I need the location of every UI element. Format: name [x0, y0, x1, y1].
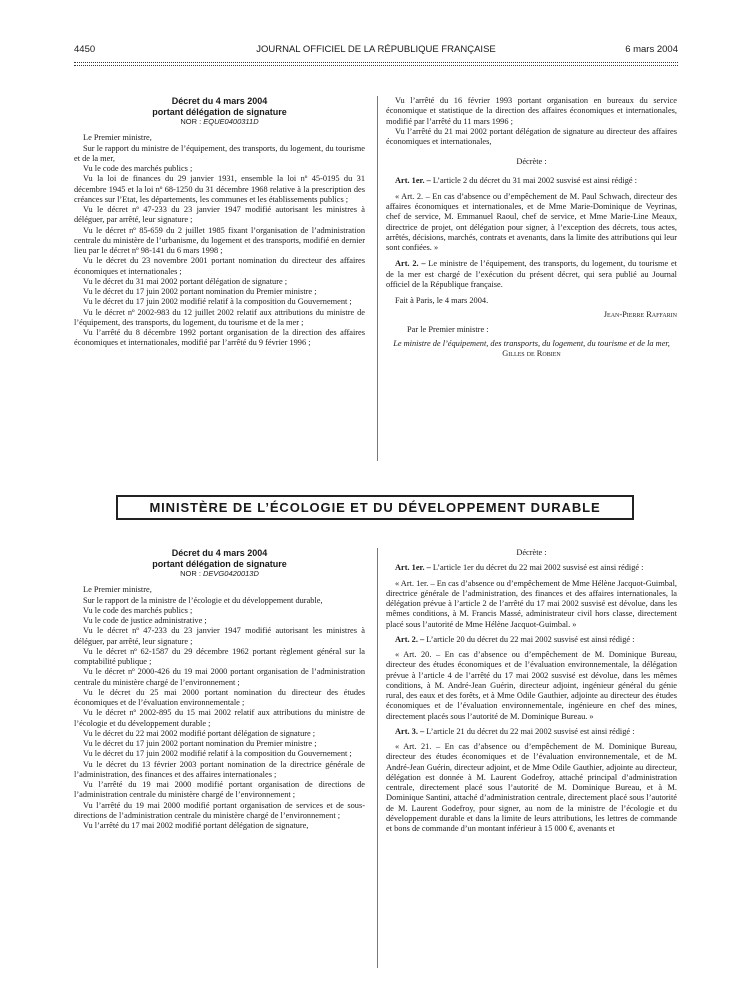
decree2-para: Vu le décret du 17 juin 2002 portant nomination du Premier ministre ;	[83, 739, 317, 748]
decree2-nor-label: NOR :	[180, 569, 204, 578]
decree2-nor	[74, 569, 365, 579]
decree2-para: Vu le décret nº 2002-895 du 15 mai 2002 relatif aux attributions du ministre de l’écologie et du développement durable ;	[74, 708, 365, 728]
decree2-para: Sur le rapport de la ministre de l’écologie et du développement durable,	[83, 595, 323, 605]
decree2-para: Vu l’arrêté du 19 mai 2000 modifié portant organisation de services et de sous-directions de l’administration centrale du ministère chargé de l’environnement ;	[74, 800, 365, 820]
journal-title: JOURNAL OFFICIEL DE LA RÉPUBLIQUE FRANÇAISE	[256, 44, 496, 55]
decree2-para: Vu le décret nº 47-233 du 23 janvier 1947 modifié autorisant les ministres à déléguer, par arrêté, leur signature ;	[74, 626, 365, 646]
decree2-art3-quote: « Art. 21. – En cas d’absence ou d’empêchement de M. Dominique Bureau, directeur des études économiques et de l’évaluation environnementale, et de M. André-Jean Guérin, directeur adjoint, et de Mme Odile Gauthier, adjointe au directeur, délégation est donnée à M. Laurent Godefroy, attaché principal d’administration centrale, directement placé sous l’autorité de M. Dominique Bureau, et à M. Dominique Santini, attaché d’administration centrale, directement placé sous l’autorité de M. Laurent Godefroy, pour signer, au nom de la ministre de l’écologie et du développement durable et dans la limite de leurs attributions, les lettres de commande et bons de commande d’un montant inférieur à 15 000 €, avenants et	[386, 742, 677, 833]
decree2-art2-label: Art. 2. –	[395, 634, 425, 644]
decree1-minister-name: Gilles de Robien	[502, 349, 561, 358]
decree1-para: Vu le décret du 17 juin 2002 portant nomination du Premier ministre ;	[83, 287, 317, 296]
decree2-left-column	[74, 548, 365, 831]
decree1-para: Vu l’arrêté du 8 décembre 1992 portant organisation de la direction des affaires économiques et internationales, modifié par l’arrêté du 9 février 1996 ;	[74, 328, 365, 348]
decree2-art2-quote: « Art. 20. – En cas d’absence ou d’empêchement de M. Dominique Bureau, directeur des études économiques et de l’évaluation environnementale, la délégation prévue à l’article 4 de l’arrêté du 17 mai 2002 susvisé est dévolue, dans les mêmes conditions, à M. André-Jean Guérin, directeur adjoint, ingénieur général du génie rural, des eaux et des forêts, et à Mme Odile Gauthier, adjointe au directeur des études économiques et de l’évaluation environnementale, ingénieure en chef des mines, directement placés sous l’autorité de M. Dominique Bureau. »	[386, 650, 677, 721]
decree2-article-3	[386, 727, 677, 737]
decree1-par: Par le Premier ministre :	[407, 324, 489, 334]
decree2-art2-text: L’article 20 du décret du 22 mai 2002 susvisé est ainsi rédigé :	[424, 634, 635, 644]
decree1-para: Vu le décret du 17 juin 2002 modifié relatif à la composition du Gouvernement ;	[83, 297, 352, 307]
decree1-para: Vu le décret nº 85-659 du 2 juillet 1985 fixant l’organisation de l’administration centrale du ministère de l’urbanisme, du logement et des transports, modifié en dernier lieu par le décret nº 98-141 du 6 mars 1998 ;	[74, 225, 365, 255]
decree2-art3-label: Art. 3. –	[395, 726, 425, 736]
decree1-para: Vu l’arrêté du 21 mai 2002 portant délégation de signature au directeur des affaires économiques et internationales,	[386, 126, 677, 146]
decree1-signatory: Jean-Pierre Raffarin	[603, 310, 677, 320]
decree2-para: Vu l’arrêté du 17 mai 2002 modifié portant délégation de signature,	[83, 821, 309, 830]
decree2-art1-quote: « Art. 1er. – En cas d’absence ou d’empêchement de Mme Hélène Jacquot-Guimbal, directrice générale de l’administration, des finances et des affaires internationales, la délégation prévue à l’article 2 de l’arrêté du 17 mai 2002 susvisé est dévolue, dans les mêmes conditions, à M. Francis Massé, administrateur civil hors classe, directement placé sous l’autorité de Mme Hélène Jacquot-Guimbal. »	[386, 578, 677, 629]
header-rule	[74, 62, 678, 63]
decree1-article-2	[386, 259, 677, 290]
decree2-art1-label: Art. 1er. –	[395, 563, 431, 573]
decree1-para: Vu l’arrêté du 16 février 1993 portant organisation en bureaux du service économique et statistique de la direction des affaires économiques et internationales, modifié par l’arrêté du 11 mars 1996 ;	[386, 96, 677, 126]
ministry-banner-text: MINISTÈRE DE L’ÉCOLOGIE ET DU DÉVELOPPEMENT DURABLE	[149, 500, 601, 515]
decree1-art2-text: Le ministre de l’équipement, des transports, du logement, du tourisme et de la mer est chargé de l’exécution du présent décret, qui sera publié au Journal officiel de la République française.	[386, 259, 677, 289]
decree2-nor-code: DEVG0420013D	[203, 569, 259, 578]
decree2-para: Vu le décret du 17 juin 2002 modifié relatif à la composition du Gouvernement ;	[83, 749, 352, 759]
decree2-para: Vu l’arrêté du 19 mai 2000 modifié portant organisation de directions de l’administration centrale du ministère chargé de l’environnement ;	[74, 780, 365, 800]
decree1-para: Vu le décret du 23 novembre 2001 portant nomination du directeur des affaires économiques et internationales ;	[74, 256, 365, 276]
decree2-art1-text: L’article 1er du décret du 22 mai 2002 susvisé est ainsi rédigé :	[430, 563, 644, 573]
column-divider-top	[377, 96, 378, 461]
decree2-decrete: Décrète :	[516, 548, 547, 557]
decree1-para: Le Premier ministre,	[83, 133, 152, 143]
decree1-article-1	[386, 176, 677, 186]
decree2-title: Décret du 4 mars 2004	[171, 548, 268, 558]
decree2-para: Vu le code des marchés publics ;	[83, 605, 193, 615]
decree2-article-1	[386, 563, 677, 573]
decree2-para: Vu le décret du 25 mai 2000 portant nomination du directeur des études économiques et de l’évaluation environnementale ;	[74, 687, 365, 707]
column-divider-bottom	[377, 548, 378, 968]
decree2-para: Vu le décret du 13 février 2003 portant nomination de la directrice générale de l’administration, des finances et des affaires internationales ;	[74, 759, 365, 779]
decree1-para: Sur le rapport du ministre de l’équipement, des transports, du logement, du tourisme et de la mer,	[74, 143, 365, 163]
issue-date: 6 mars 2004	[625, 44, 678, 55]
decree1-subtitle: portant délégation de signature	[152, 106, 287, 117]
decree2-article-2	[386, 635, 677, 645]
decree1-left-column	[74, 96, 365, 349]
decree1-fait: Fait à Paris, le 4 mars 2004.	[395, 296, 489, 305]
decree1-para: Vu le code des marchés publics ;	[83, 164, 193, 173]
decree1-title: Décret du 4 mars 2004	[171, 96, 268, 106]
decree1-decrete: Décrète :	[516, 157, 547, 167]
decree1-minister-title: Le ministre de l’équipement, des transports, du logement, du tourisme et de la mer,	[393, 338, 670, 348]
decree2-subtitle: portant délégation de signature	[152, 558, 287, 569]
decree1-para: Vu le décret nº 47-233 du 23 janvier 1947 modifié autorisant les ministres à déléguer, par arrêté, leur signature ;	[74, 205, 365, 225]
decree2-para: Le Premier ministre,	[83, 585, 152, 595]
decree1-nor-label: NOR :	[180, 117, 204, 126]
decree1-para: Vu le décret du 31 mai 2002 portant délégation de signature ;	[83, 276, 288, 286]
decree1-art1-text: L’article 2 du décret du 31 mai 2002 susvisé est ainsi rédigé :	[430, 175, 637, 185]
decree2-para: Vu le code de justice administrative ;	[83, 616, 207, 625]
decree1-right-column	[386, 96, 677, 359]
ministry-banner	[116, 495, 634, 520]
decree2-art3-text: L’article 21 du décret du 22 mai 2002 susvisé est ainsi rédigé :	[424, 726, 635, 736]
page-number: 4450	[74, 44, 96, 55]
decree2-right-column	[386, 548, 677, 834]
decree2-para: Vu le décret nº 62-1587 du 29 décembre 1962 portant règlement général sur la comptabilité publique ;	[74, 646, 365, 666]
decree1-para: Vu la loi de finances du 29 janvier 1931, ensemble la loi nº 45-0195 du 31 décembre 1945 et la loi nº 68-1250 du 31 décembre 1968 relative à la prescription des créances sur l’Etat, les départements, les communes et les établissements publics ;	[74, 174, 365, 204]
header-rule-2	[74, 65, 678, 66]
decree2-para: Vu le décret nº 2000-426 du 19 mai 2000 portant organisation de l’administration centrale du ministère chargé de l’environnement ;	[74, 667, 365, 687]
decree1-art1-label: Art. 1er. –	[395, 175, 431, 185]
decree1-nor-code: EQUE0400311D	[203, 117, 259, 126]
page-header	[74, 44, 678, 58]
decree2-para: Vu le décret du 22 mai 2002 modifié portant délégation de signature ;	[83, 728, 316, 738]
decree1-art1-quote: « Art. 2. – En cas d’absence ou d’empêchement de M. Paul Schwach, directeur des affaires économiques et internationales, et de Mme Marie-Dominique de Veyrinas, chef de service, M. Emmanuel Raoul, chef de service, et Mme Marie-Line Meaux, directrice de projet, ont délégation pour signer, à l’exception des décrets, tous actes, arrêtés, décisions, marchés, contrats et avenants, dans la limite des attributions qui leur sont confiées. »	[386, 191, 677, 252]
decree1-nor	[74, 117, 365, 127]
decree1-art2-label: Art. 2. –	[395, 259, 426, 269]
decree1-para: Vu le décret nº 2002-983 du 12 juillet 2002 relatif aux attributions du ministre de l’équipement, des transports, du logement, du tourisme et de la mer ;	[74, 307, 365, 327]
